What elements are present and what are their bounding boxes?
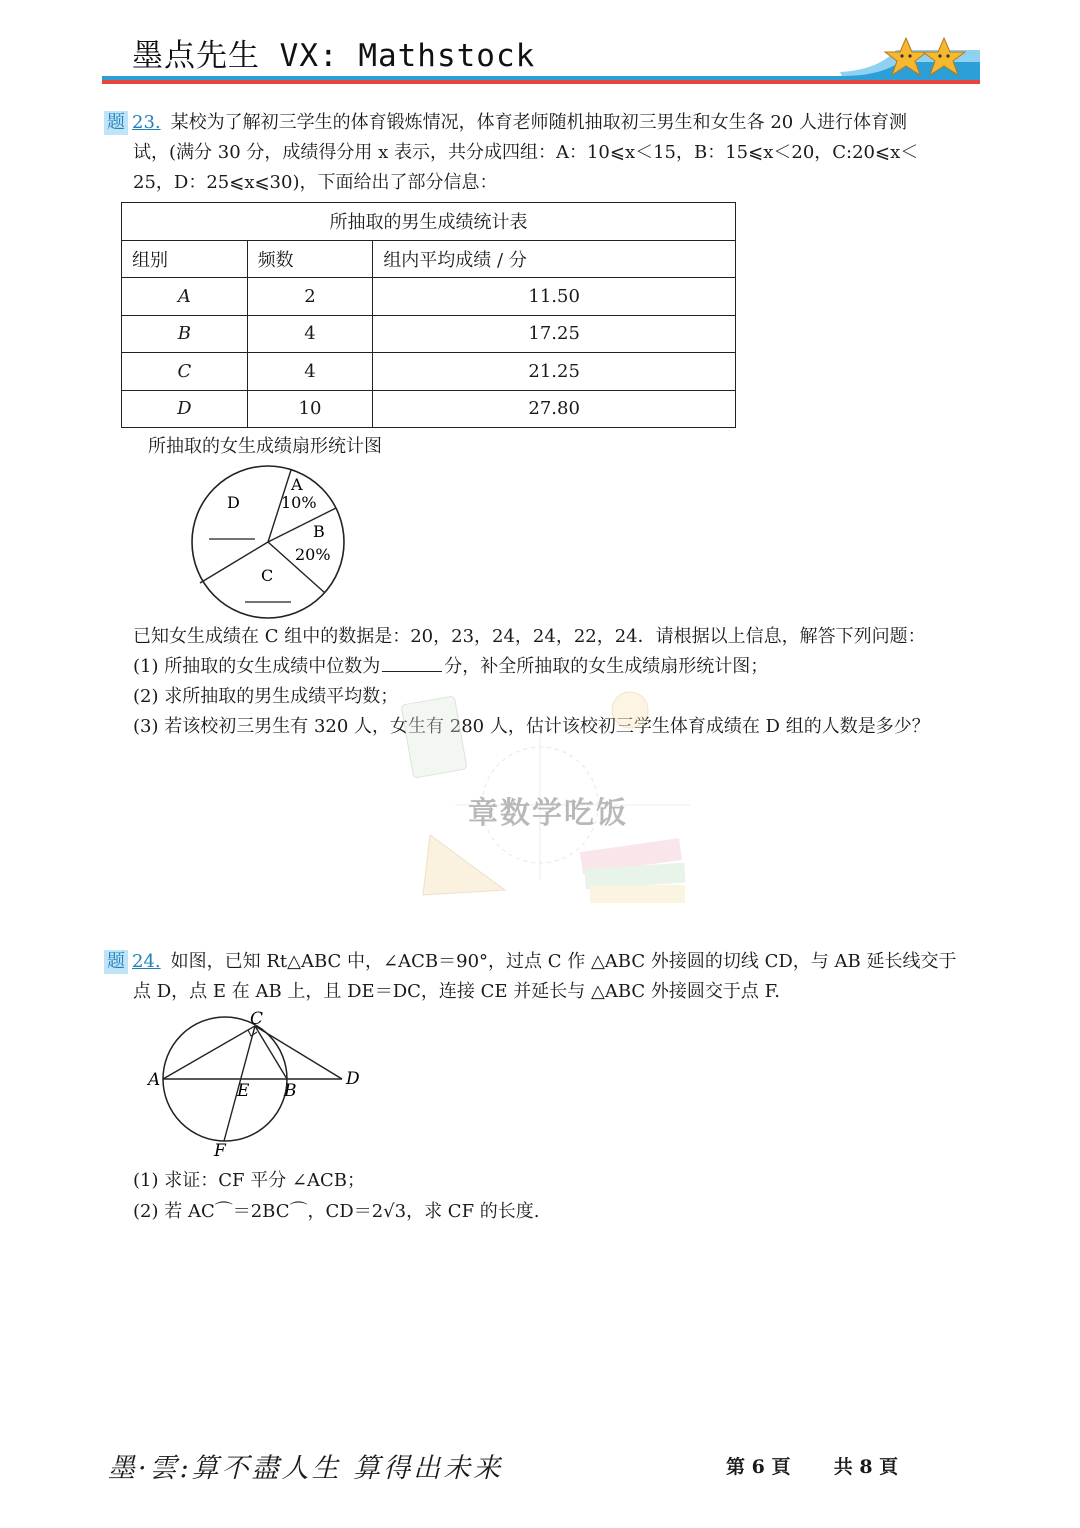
table-cell: 11.50	[373, 278, 736, 316]
table-cell: 27.80	[373, 390, 736, 428]
point-label-c: C	[250, 1010, 264, 1029]
watermark-text: 章数学吃饭	[468, 796, 628, 831]
table-row	[122, 390, 736, 428]
table-row	[122, 315, 736, 353]
pie-label-c: C	[261, 566, 274, 585]
point-label-d: D	[346, 1069, 360, 1089]
pie-pct-b: 20%	[295, 545, 331, 564]
table-header-row	[122, 240, 736, 278]
page-indicator	[726, 1452, 898, 1479]
table-cell: B	[177, 323, 191, 345]
q23-sub3: (3) 若该校初三男生有 320 人，女生有 280 人，估计该校初三学生体育成绩在 D 组的人数是多少？	[133, 716, 930, 737]
pie-label-a: A	[291, 475, 303, 494]
q23-text-line2: 试，(满分 30 分，成绩得分用 x 表示，共分成四组：A：10⩽x＜15，B：15⩽x＜20，C:20⩽x＜	[133, 142, 919, 163]
table-cell: 4	[247, 353, 373, 391]
pie-chart-title: 所抽取的女生成绩扇形统计图	[148, 436, 382, 457]
answer-blank	[382, 653, 442, 672]
q23-sub2: (2) 求所抽取的男生成绩平均数；	[133, 686, 399, 707]
q24-number: 24.	[132, 951, 161, 972]
table-header: 组内平均成绩 / 分	[373, 240, 736, 278]
segment-ac	[163, 1026, 255, 1079]
pie-label-b: B	[313, 522, 325, 541]
point-label-f: F	[214, 1141, 226, 1160]
footer-motto: 墨·雲:算不盡人生 算得出未来	[108, 1453, 504, 1484]
segment-cb	[255, 1026, 287, 1079]
table-row	[122, 278, 736, 316]
pie-label-d: D	[227, 493, 240, 512]
point-label-b: B	[284, 1081, 297, 1101]
girls-pie-chart	[185, 462, 355, 622]
boys-score-table	[121, 202, 736, 428]
q24-text-line1: 如图，已知 Rt△ABC 中，∠ACB＝90°，过点 C 作 △ABC 外接圆的切线 CD，与 AB 延长线交于	[170, 951, 957, 972]
table-header: 组别	[122, 240, 248, 278]
page-number: 第 6 頁	[726, 1456, 791, 1478]
q24-text-line2: 点 D，点 E 在 AB 上，且 DE＝DC，连接 CE 并延长与 △ABC 外接圆交于点 F.	[133, 981, 781, 1002]
table-cell: D	[177, 398, 192, 420]
pie-divider-cd	[200, 542, 268, 583]
tangent-cd	[255, 1026, 342, 1079]
table-cell: 4	[247, 315, 373, 353]
q24-badge: 题	[104, 950, 128, 974]
table-cell: C	[177, 360, 192, 382]
table-cell: 21.25	[373, 353, 736, 391]
q23-text-line1: 某校为了解初三学生的体育锻炼情况，体育老师随机抽取初三男生和女生各 20 人进行体育测	[170, 112, 907, 133]
q24-sub2: (2) 若 AC⌒＝2BC⌒，CD＝2√3，求 CF 的长度.	[133, 1201, 540, 1222]
q24-sub1: (1) 求证：CF 平分 ∠ACB；	[133, 1170, 366, 1191]
pie-pct-a: 10%	[281, 493, 317, 512]
table-cell: 10	[247, 390, 373, 428]
header-title: 墨点先生 VX: Mathstock	[132, 38, 536, 74]
q23-sub1-text-b: 分，补全所抽取的女生成绩扇形统计图；	[444, 656, 769, 677]
point-label-a: A	[148, 1070, 161, 1090]
table-caption: 所抽取的男生成绩统计表	[122, 203, 736, 241]
table-header: 频数	[247, 240, 373, 278]
page-total: 共 8 頁	[833, 1456, 899, 1478]
q23-info: 已知女生成绩在 C 组中的数据是：20，23，24，24，22，24．请根据以上信息，解答下列问题：	[133, 626, 926, 647]
q23-sub1	[133, 652, 768, 682]
q23-number: 23.	[132, 112, 161, 133]
q24-line1	[104, 947, 956, 977]
q23-badge: 题	[104, 111, 128, 135]
table-cell: 2	[247, 278, 373, 316]
circle-geometry-figure	[140, 1010, 380, 1160]
pie-divider-ab	[268, 508, 336, 542]
q23-sub1-text-a: (1) 所抽取的女生成绩中位数为	[133, 656, 381, 677]
q23-line1	[104, 108, 907, 138]
table-row	[122, 353, 736, 391]
point-label-e: E	[237, 1081, 250, 1101]
table-cell: 17.25	[373, 315, 736, 353]
q23-text-line3: 25，D：25⩽x⩽30)，下面给出了部分信息：	[133, 172, 498, 193]
table-cell: A	[177, 285, 191, 307]
